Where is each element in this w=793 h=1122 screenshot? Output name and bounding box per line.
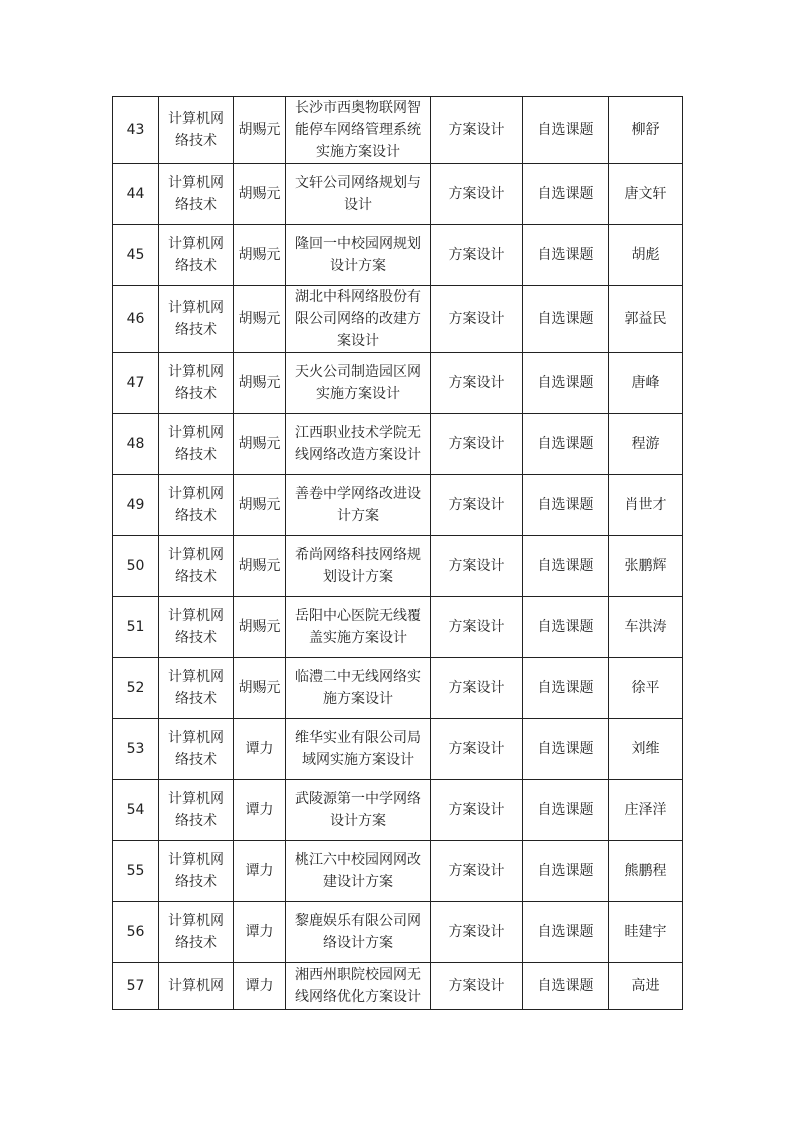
major-cell xyxy=(159,963,234,1010)
tutor-cell-text: 谭力 xyxy=(245,978,274,994)
major-cell-text: 计算机网 xyxy=(168,978,224,994)
row-number-cell xyxy=(113,902,159,963)
major-cell xyxy=(159,353,234,414)
type-cell-text: 方案设计 xyxy=(448,375,505,391)
row-number-cell-text: 44 xyxy=(126,186,145,202)
table-row xyxy=(113,902,683,963)
student-cell xyxy=(609,286,683,353)
tutor-cell xyxy=(234,719,286,780)
source-cell-text: 自选课题 xyxy=(537,619,594,635)
major-cell-text: 计算机网络技术 xyxy=(168,608,224,646)
tutor-cell-text: 胡赐元 xyxy=(238,186,281,202)
student-cell-text: 张鹏辉 xyxy=(624,558,667,574)
row-number-cell-text: 55 xyxy=(126,863,145,879)
topic-cell xyxy=(286,963,431,1010)
row-number-cell-text: 50 xyxy=(126,558,145,574)
major-cell xyxy=(159,97,234,164)
type-cell xyxy=(431,414,523,475)
major-cell-text: 计算机网络技术 xyxy=(168,669,224,707)
tutor-cell-text: 胡赐元 xyxy=(238,311,281,327)
major-cell xyxy=(159,902,234,963)
topic-cell-text: 湘西州职院校园网无线网络优化方案设计 xyxy=(295,967,421,1005)
row-number-cell xyxy=(113,780,159,841)
type-cell-text: 方案设计 xyxy=(448,863,505,879)
row-number-cell-text: 48 xyxy=(126,436,145,452)
student-cell-text: 车洪涛 xyxy=(624,619,667,635)
major-cell xyxy=(159,658,234,719)
student-cell xyxy=(609,536,683,597)
topic-cell xyxy=(286,353,431,414)
type-cell xyxy=(431,902,523,963)
row-number-cell xyxy=(113,658,159,719)
source-cell xyxy=(523,963,609,1010)
type-cell-text: 方案设计 xyxy=(448,619,505,635)
topic-cell xyxy=(286,841,431,902)
major-cell xyxy=(159,475,234,536)
tutor-cell-text: 胡赐元 xyxy=(238,497,281,513)
student-cell-text: 程游 xyxy=(631,436,660,452)
topic-cell xyxy=(286,719,431,780)
type-cell-text: 方案设计 xyxy=(448,978,505,994)
row-number-cell xyxy=(113,97,159,164)
table-row xyxy=(113,841,683,902)
source-cell xyxy=(523,475,609,536)
major-cell xyxy=(159,841,234,902)
student-cell xyxy=(609,780,683,841)
source-cell xyxy=(523,97,609,164)
student-cell-text: 唐峰 xyxy=(631,375,660,391)
source-cell-text: 自选课题 xyxy=(537,375,594,391)
tutor-cell xyxy=(234,414,286,475)
row-number-cell-text: 52 xyxy=(126,680,145,696)
table-row xyxy=(113,97,683,164)
topic-cell-text: 善卷中学网络改进设计方案 xyxy=(295,486,421,524)
source-cell xyxy=(523,719,609,780)
type-cell xyxy=(431,536,523,597)
tutor-cell-text: 胡赐元 xyxy=(238,122,281,138)
student-cell-text: 高进 xyxy=(631,978,660,994)
major-cell xyxy=(159,597,234,658)
source-cell-text: 自选课题 xyxy=(537,247,594,263)
major-cell xyxy=(159,719,234,780)
major-cell-text: 计算机网络技术 xyxy=(168,791,224,829)
topic-cell xyxy=(286,536,431,597)
table-row xyxy=(113,536,683,597)
tutor-cell xyxy=(234,597,286,658)
major-cell-text: 计算机网络技术 xyxy=(168,425,224,463)
tutor-cell xyxy=(234,353,286,414)
source-cell-text: 自选课题 xyxy=(537,436,594,452)
type-cell xyxy=(431,597,523,658)
topic-table-body xyxy=(113,97,683,1010)
student-cell-text: 郭益民 xyxy=(624,311,667,327)
student-cell-text: 徐平 xyxy=(631,680,660,696)
source-cell xyxy=(523,780,609,841)
student-cell xyxy=(609,164,683,225)
row-number-cell-text: 54 xyxy=(126,802,145,818)
topic-cell xyxy=(286,414,431,475)
tutor-cell-text: 谭力 xyxy=(245,863,274,879)
row-number-cell xyxy=(113,841,159,902)
row-number-cell xyxy=(113,225,159,286)
row-number-cell xyxy=(113,963,159,1010)
major-cell-text: 计算机网络技术 xyxy=(168,111,224,149)
source-cell xyxy=(523,841,609,902)
type-cell xyxy=(431,164,523,225)
table-row xyxy=(113,597,683,658)
topic-cell xyxy=(286,780,431,841)
source-cell-text: 自选课题 xyxy=(537,122,594,138)
student-cell xyxy=(609,97,683,164)
type-cell-text: 方案设计 xyxy=(448,924,505,940)
table-row xyxy=(113,225,683,286)
major-cell-text: 计算机网络技术 xyxy=(168,547,224,585)
tutor-cell-text: 谭力 xyxy=(245,924,274,940)
row-number-cell-text: 45 xyxy=(126,247,145,263)
type-cell xyxy=(431,225,523,286)
type-cell-text: 方案设计 xyxy=(448,311,505,327)
type-cell-text: 方案设计 xyxy=(448,436,505,452)
student-cell-text: 胡彪 xyxy=(631,247,660,263)
table-row xyxy=(113,658,683,719)
source-cell-text: 自选课题 xyxy=(537,863,594,879)
source-cell xyxy=(523,414,609,475)
topic-cell-text: 桃江六中校园网网改建设计方案 xyxy=(295,852,421,890)
topic-cell-text: 黎鹿娱乐有限公司网络设计方案 xyxy=(295,913,421,951)
type-cell xyxy=(431,780,523,841)
student-cell xyxy=(609,658,683,719)
topic-cell-text: 天火公司制造园区网实施方案设计 xyxy=(295,364,421,402)
tutor-cell-text: 胡赐元 xyxy=(238,619,281,635)
topic-cell-text: 长沙市西奥物联网智能停车网络管理系统实施方案设计 xyxy=(295,100,421,160)
source-cell xyxy=(523,597,609,658)
table-row xyxy=(113,780,683,841)
source-cell-text: 自选课题 xyxy=(537,680,594,696)
row-number-cell xyxy=(113,164,159,225)
student-cell xyxy=(609,841,683,902)
source-cell-text: 自选课题 xyxy=(537,924,594,940)
major-cell-text: 计算机网络技术 xyxy=(168,730,224,768)
row-number-cell-text: 51 xyxy=(126,619,145,635)
topic-cell xyxy=(286,658,431,719)
table-row xyxy=(113,719,683,780)
source-cell-text: 自选课题 xyxy=(537,186,594,202)
tutor-cell xyxy=(234,164,286,225)
tutor-cell xyxy=(234,475,286,536)
major-cell-text: 计算机网络技术 xyxy=(168,175,224,213)
student-cell-text: 眭建宇 xyxy=(624,924,667,940)
student-cell xyxy=(609,414,683,475)
major-cell xyxy=(159,225,234,286)
student-cell xyxy=(609,475,683,536)
row-number-cell-text: 47 xyxy=(126,375,145,391)
type-cell-text: 方案设计 xyxy=(448,247,505,263)
major-cell xyxy=(159,164,234,225)
tutor-cell-text: 胡赐元 xyxy=(238,375,281,391)
topic-cell xyxy=(286,225,431,286)
major-cell-text: 计算机网络技术 xyxy=(168,486,224,524)
major-cell-text: 计算机网络技术 xyxy=(168,300,224,338)
source-cell xyxy=(523,536,609,597)
student-cell-text: 熊鹏程 xyxy=(624,863,667,879)
major-cell xyxy=(159,780,234,841)
tutor-cell xyxy=(234,536,286,597)
tutor-cell-text: 胡赐元 xyxy=(238,436,281,452)
student-cell xyxy=(609,719,683,780)
tutor-cell xyxy=(234,841,286,902)
tutor-cell xyxy=(234,658,286,719)
source-cell-text: 自选课题 xyxy=(537,802,594,818)
type-cell-text: 方案设计 xyxy=(448,741,505,757)
major-cell-text: 计算机网络技术 xyxy=(168,364,224,402)
type-cell xyxy=(431,475,523,536)
type-cell xyxy=(431,658,523,719)
topic-table xyxy=(112,96,683,1010)
table-row xyxy=(113,286,683,353)
row-number-cell-text: 53 xyxy=(126,741,145,757)
type-cell xyxy=(431,841,523,902)
student-cell xyxy=(609,225,683,286)
type-cell xyxy=(431,963,523,1010)
type-cell-text: 方案设计 xyxy=(448,802,505,818)
major-cell xyxy=(159,536,234,597)
student-cell-text: 庄泽洋 xyxy=(624,802,667,818)
row-number-cell xyxy=(113,536,159,597)
major-cell-text: 计算机网络技术 xyxy=(168,913,224,951)
tutor-cell xyxy=(234,97,286,164)
topic-cell xyxy=(286,97,431,164)
row-number-cell-text: 56 xyxy=(126,924,145,940)
row-number-cell-text: 43 xyxy=(126,122,145,138)
student-cell xyxy=(609,597,683,658)
type-cell-text: 方案设计 xyxy=(448,558,505,574)
topic-cell-text: 岳阳中心医院无线覆盖实施方案设计 xyxy=(295,608,421,646)
source-cell-text: 自选课题 xyxy=(537,311,594,327)
tutor-cell-text: 胡赐元 xyxy=(238,247,281,263)
topic-cell xyxy=(286,475,431,536)
row-number-cell-text: 46 xyxy=(126,311,145,327)
topic-cell-text: 文轩公司网络规划与设计 xyxy=(295,175,421,213)
type-cell xyxy=(431,353,523,414)
student-cell-text: 肖世才 xyxy=(624,497,667,513)
row-number-cell-text: 57 xyxy=(126,978,145,994)
row-number-cell xyxy=(113,414,159,475)
student-cell xyxy=(609,963,683,1010)
source-cell xyxy=(523,902,609,963)
row-number-cell xyxy=(113,286,159,353)
major-cell xyxy=(159,414,234,475)
table-row xyxy=(113,414,683,475)
row-number-cell xyxy=(113,597,159,658)
topic-cell-text: 武陵源第一中学网络设计方案 xyxy=(295,791,421,829)
tutor-cell-text: 谭力 xyxy=(245,802,274,818)
tutor-cell xyxy=(234,286,286,353)
topic-cell-text: 希尚网络科技网络规划设计方案 xyxy=(295,547,421,585)
source-cell xyxy=(523,164,609,225)
source-cell xyxy=(523,286,609,353)
source-cell xyxy=(523,353,609,414)
topic-cell-text: 隆回一中校园网规划设计方案 xyxy=(295,236,421,274)
source-cell-text: 自选课题 xyxy=(537,497,594,513)
row-number-cell-text: 49 xyxy=(126,497,145,513)
table-row xyxy=(113,353,683,414)
type-cell xyxy=(431,286,523,353)
type-cell-text: 方案设计 xyxy=(448,497,505,513)
topic-cell-text: 临澧二中无线网络实施方案设计 xyxy=(295,669,421,707)
table-row xyxy=(113,963,683,1010)
topic-cell xyxy=(286,597,431,658)
table-row xyxy=(113,475,683,536)
student-cell-text: 柳舒 xyxy=(631,122,660,138)
student-cell-text: 唐文轩 xyxy=(624,186,667,202)
topic-cell-text: 湖北中科网络股份有限公司网络的改建方案设计 xyxy=(295,289,421,349)
type-cell xyxy=(431,97,523,164)
major-cell xyxy=(159,286,234,353)
tutor-cell xyxy=(234,780,286,841)
tutor-cell-text: 谭力 xyxy=(245,741,274,757)
row-number-cell xyxy=(113,353,159,414)
source-cell-text: 自选课题 xyxy=(537,978,594,994)
type-cell-text: 方案设计 xyxy=(448,680,505,696)
student-cell-text: 刘维 xyxy=(631,741,660,757)
source-cell xyxy=(523,225,609,286)
tutor-cell xyxy=(234,225,286,286)
source-cell xyxy=(523,658,609,719)
student-cell xyxy=(609,353,683,414)
topic-cell xyxy=(286,902,431,963)
type-cell-text: 方案设计 xyxy=(448,186,505,202)
topic-cell-text: 维华实业有限公司局域网实施方案设计 xyxy=(295,730,421,768)
topic-cell xyxy=(286,286,431,353)
source-cell-text: 自选课题 xyxy=(537,741,594,757)
tutor-cell xyxy=(234,963,286,1010)
topic-cell xyxy=(286,164,431,225)
row-number-cell xyxy=(113,475,159,536)
type-cell-text: 方案设计 xyxy=(448,122,505,138)
major-cell-text: 计算机网络技术 xyxy=(168,236,224,274)
source-cell-text: 自选课题 xyxy=(537,558,594,574)
topic-cell-text: 江西职业技术学院无线网络改造方案设计 xyxy=(295,425,421,463)
tutor-cell-text: 胡赐元 xyxy=(238,558,281,574)
row-number-cell xyxy=(113,719,159,780)
major-cell-text: 计算机网络技术 xyxy=(168,852,224,890)
tutor-cell-text: 胡赐元 xyxy=(238,680,281,696)
type-cell xyxy=(431,719,523,780)
tutor-cell xyxy=(234,902,286,963)
student-cell xyxy=(609,902,683,963)
table-row xyxy=(113,164,683,225)
